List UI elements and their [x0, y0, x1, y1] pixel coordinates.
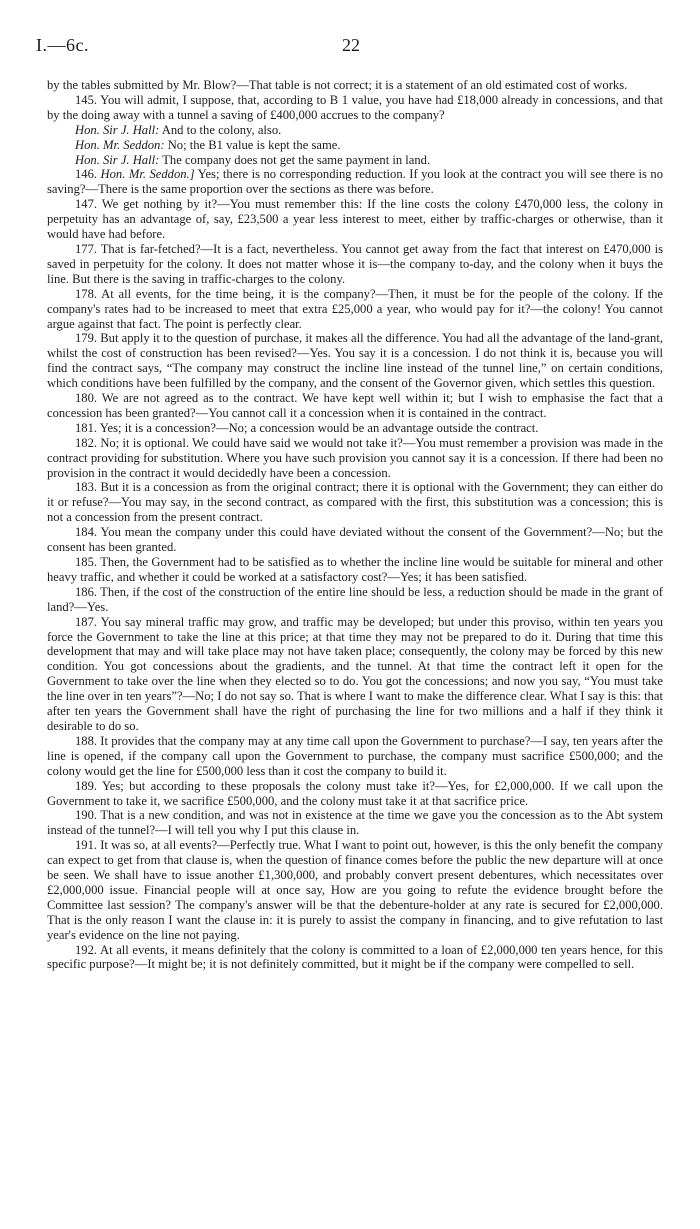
paragraph: 178. At all events, for the time being, it is the company?—Then, it must be for the people of the colony. If the company's rates had to be increased to meet that extra £25,000 a year, who would pay for it?—the colony! You cannot argue against that fact. The point is perfectly clear. [47, 286, 663, 331]
speaker-name: Hon. Mr. Seddon: [75, 137, 165, 152]
speaker-line [47, 138, 663, 153]
paper-reference: I.—6c. [36, 35, 89, 55]
paragraph: 179. But apply it to the question of purchase, it makes all the difference. You had all the advantage of the land-grant, whilst the cost of construction has been revised?—Yes. You say it is a concession. I do not think it is, because you will find the contract says, “The company may construct the incline line instead of the tunnel line,” on certain conditions, which conditions have been fulfilled by the company, and the consent of the Governor given, which settles this question. [47, 331, 663, 391]
paragraph: 191. It was so, at all events?—Perfectly true. What I want to point out, however, is this the only benefit the company can expect to get from that clause is, when the question of finance comes before the public the new departure will at once be seen. We shall have to issue another £1,300,000, and probably convert present debentures, which necessitates over £2,000,000 issue. Financial people will at once say, How are you going to refute the evidence brought before the Committee last session? The company's answer will be that the debenture-holder at any rate is secured for £2,000,000. That is the only reason I want the clause in: it is purely to assist the company in financing, and to give refutation to last year's evidence on the line not paying. [47, 838, 663, 942]
speaker-line [47, 123, 663, 138]
paragraph: 182. No; it is optional. We could have said we would not take it?—You must remember a provision was made in the contract providing for substitution. Where you have such provision you cannot say it is a concession. If there had been no provision in the contract it would decidedly have been a concession. [47, 435, 663, 480]
paragraph: 180. We are not agreed as to the contract. We have kept well within it; but I wish to emphasise the fact that a concession has been granted?—You cannot call it a concession when it is contained in the contract. [47, 391, 663, 420]
paragraph: 190. That is a new condition, and was not in existence at the time we gave you the concession as to the Abt system instead of the tunnel?—I will tell you why I put this clause in. [47, 808, 663, 838]
paragraph: 183. But it is a concession as from the original contract; there it is optional with the Government; they can either do it or refuse?—You may say, in the second contract, as compared with the first, this substitution was a concession; this is not a concession from the present contract. [47, 480, 663, 525]
speaker-line [47, 153, 663, 168]
evidence-text [47, 78, 663, 972]
speaker-name: Hon. Sir J. Hall: [75, 122, 160, 137]
paragraph: 186. Then, if the cost of the construction of the entire line should be less, a reduction should be made in the grant of land?—Yes. [47, 584, 663, 614]
paragraph: 185. Then, the Government had to be satisfied as to whether the incline line would be suitable for mineral and other heavy traffic, and whether it could be worked at a satisfactory cost?—Yes; it has been satisfied. [47, 555, 663, 584]
page-number: 22 [342, 35, 360, 55]
paragraph: 145. You will admit, I suppose, that, according to B 1 value, you have had £18,000 already in concessions, and that by the doing away with a tunnel a saving of £400,000 accrues to the company? [47, 92, 663, 122]
speaker-name: Hon. Sir J. Hall: [75, 152, 160, 167]
paragraph: 181. Yes; it is a concession?—No; a concession would be an advantage outside the contract. [75, 420, 539, 435]
speaker-text: Yes; there is no corresponding reduction. If you look at the contract you will see there is no saving?—There is the same proportion over the sections as there was before. [47, 167, 664, 197]
paragraph: 184. You mean the company under this could have deviated without the consent of the Government?—No; but the consent has been granted. [47, 525, 663, 555]
page-header [36, 0, 663, 66]
speaker-name: Hon. Mr. Seddon.] [100, 167, 195, 182]
speaker-line [47, 167, 663, 197]
paragraph: 192. At all events, it means definitely that the colony is committed to a loan of £2,000,000 ten years hence, for this specific purpose?—It might be; it is not definitely committed, but it might be if the company were compelled to sell. [47, 942, 663, 972]
paragraph: 187. You say mineral traffic may grow, and traffic may be developed; but under this proviso, within ten years you force the Government to take the line at this price; at that time they may not be prepared to do it. During that time this development that may and will take place may not have taken place; consequently, the colony may be forced by this new condition. You got concessions about the gradients, and the tunnel. At that time the contract left it open for the Government to take over the line when they elected so to do. You got the concessions; and now you say, “You must take the line over in ten years”?—No; I do not say so. That is where I want to make the difference clear. What I say is this: that after ten years the Government shall have the right of purchasing the line for two millions and a half if they think it desirable to do so. [47, 614, 663, 733]
speaker-text: And to the colony, also. [159, 122, 282, 137]
paragraph: 189. Yes; but according to these proposals the colony must take it?—Yes, for £2,000,000. If we call upon the Government to take it, we sacrifice £500,000, and the colony must take it at that sacrifice price. [47, 778, 663, 808]
paragraph: 188. It provides that the company may at any time call upon the Government to purchase?—I say, ten years after the line is opened, if the company call upon the Government to purchase, the company must sacrifice £500,000; and the colony would get the line for £500,000 less than it cost the company to build it. [47, 733, 663, 778]
paragraph: 147. We get nothing by it?—You must remember this: If the line costs the colony £470,000 less, the colony in perpetuity has an advantage of, say, £23,500 a year less interest to meet, either by traffic-charges or otherwise, than it would have had before. [47, 197, 663, 242]
question-number: 146. [75, 167, 101, 182]
document-page [36, 0, 664, 972]
speaker-text: The company does not get the same payment in land. [159, 152, 431, 167]
paragraph: 177. That is far-fetched?—It is a fact, nevertheless. You cannot get away from the fact that interest on £470,000 is saved in perpetuity for the colony. It does not matter whose it is—the company to-day, and the colony when it buys the line. But there is the saving in traffic-charges to the colony. [47, 241, 663, 286]
paragraph: by the tables submitted by Mr. Blow?—That table is not correct; it is a statement of an old estimated cost of works. [47, 78, 628, 92]
speaker-text: No; the B1 value is kept the same. [164, 137, 341, 152]
